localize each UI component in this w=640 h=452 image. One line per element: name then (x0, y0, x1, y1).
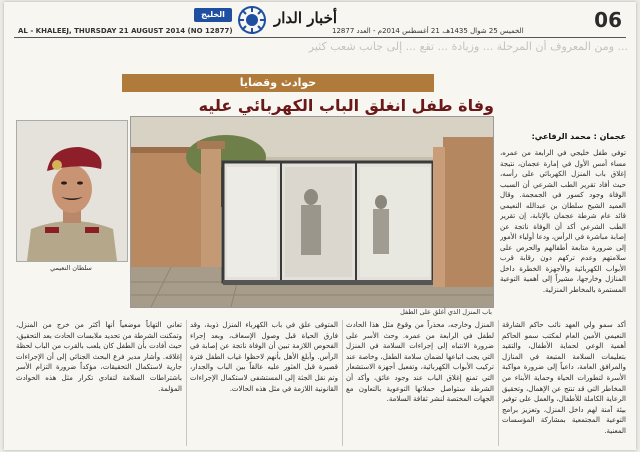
article-column-2: المنزل وخارجه، محذراً من وقوع مثل هذا الحادث لطفل في الرابعة من عمره. وحث الأسر على ضرورة الانتباه إلى إجراءات السلامة في المنزل التي يجب اتباعها لضمان سلامة الطفل، وخاصة عند تركيب الأبواب الكهربائية، وتفعيل أجهزة الاستشعار التي تمنع إغلاق الباب عند وجود عائق، وأكد أن الشرطة ستواصل حملاتها التوعوية بالتعاون مع الجهات المختصة لنشر ثقافة السلامة. (346, 321, 494, 404)
article-byline: عجمان : محمد الرفاعي: (531, 132, 626, 141)
newspaper-page (4, 2, 636, 450)
article-lead-column: توفي طفل خليجي في الرابعة من عمره، مساء أمس الأول في إمارة عجمان، نتيجة إغلاق باب المنزل الكهربائي على رأسه، حيث أفاد تقرير الطب الشرعي أن السبب الوفاة وجود كسور في الجمجمة. وقال العميد الشيخ سلطان بن عبدالله النعيمي قائد عام شرطة عجمان بالإنابة، إن تقرير الطب الشرعي أكد أن الوفاة ناتجة عن إصابة مباشرة في الرأس، ودعا أولياء الأمور إلى ضرورة متابعة أطفالهم والحرص على سلامتهم وعدم تركهم دون رقابة قرب الأبواب الكهربائية والأجهزة الخطرة داخل المنازل وخارجها، مشيراً إلى أهمية التوعية المستمرة بالمخاطر المنزلية. (500, 149, 626, 294)
section-name: أخبار الدار (274, 9, 338, 27)
article-column-3: المتوفى علق في باب الكهرباء المنزل ذوبة، وقد فارق الحياة قبل وصول الإسعاف، وبعد إجراء الفحوص اللازمة تبين أن الوفاة ناتجة عن إصابة في الرأس. وأبلغ الأهل بأنهم لاحظوا غياب الطفل فترة قصيرة قبل العثور عليه عالقاً بين الباب والجدار، وتم نقل الجثة إلى المستشفى لاستكمال الإجراءات القانونية اللازمة في مثل هذه الحالات. (190, 321, 338, 393)
masthead (4, 2, 636, 40)
officer-portrait-photo (17, 121, 127, 261)
section-kicker: حوادث وقضايا (122, 74, 434, 92)
article-headline: وفاة طفل انغلق الباب الكهربائي عليه (198, 96, 494, 115)
column-divider (498, 320, 499, 446)
newspaper-emblem-icon (237, 5, 267, 35)
article-photo (130, 116, 494, 308)
photo-caption: باب المنزل الذي أغلق على الطفل (400, 308, 492, 316)
column-divider (342, 320, 343, 446)
house-gate-photo (131, 117, 493, 307)
article-column-1: أكد سمو ولي العهد نائب حاكم الشارقة النعيمي الأمين العام لمكتب سمو الحاكم أهمية الوعي لحماية الأطفال، والتقيد بتعليمات السلامة المتبعة في المنازل والمرافق العامة، داعياً إلى ضرورة مواكبة الأسرة لتطورات الحياة وحماية الأبناء من المخاطر التي قد تنتج عن الإهمال، وتحقيق الرعاية الكاملة للأطفال، والعمل على توفير بيئة آمنة لهم داخل المنزل، وتعزيز برامج التوعية المجتمعية بمشاركة المؤسسات المعنية. (502, 321, 626, 435)
newspaper-logo: الخليج (194, 8, 232, 22)
article-column-4: تعاني التهاباً موضعياً أنها أكثر من خرج من المنزل، وتمكنت الشرطة من تحديد ملابسات الحادث بعد التحقيق، حيث أفادت بأن الطفل كان يلعب بالقرب من الباب لحظة إغلاقه. وأشار مدير فرع البحث الجنائي إلى أن الإجراءات جارية لاستكمال التحقيقات، مؤكداً ضرورة التزام الأسر باشتراطات السلامة لتفادي تكرار مثل هذه الحوادث المؤلمة. (16, 321, 182, 393)
dateline-english: AL - KHALEEJ, THURSDAY 21 AUGUST 2014 (NO 12877) (18, 27, 233, 35)
column-divider (186, 320, 187, 446)
dateline-arabic: الخميس 25 شوال 1435هـ، 21 أغسطس 2014م - العدد 12877 (332, 27, 524, 35)
portrait-caption: سلطان النعيمي (50, 264, 92, 272)
masthead-divider (14, 37, 626, 38)
official-portrait (16, 120, 128, 262)
page-number: 06 (594, 8, 622, 32)
bleed-through-text: ... ومن المعروف أن المرحلة ... وزيادة ... تقع ... إلى جانب شعب كثير (308, 40, 628, 53)
